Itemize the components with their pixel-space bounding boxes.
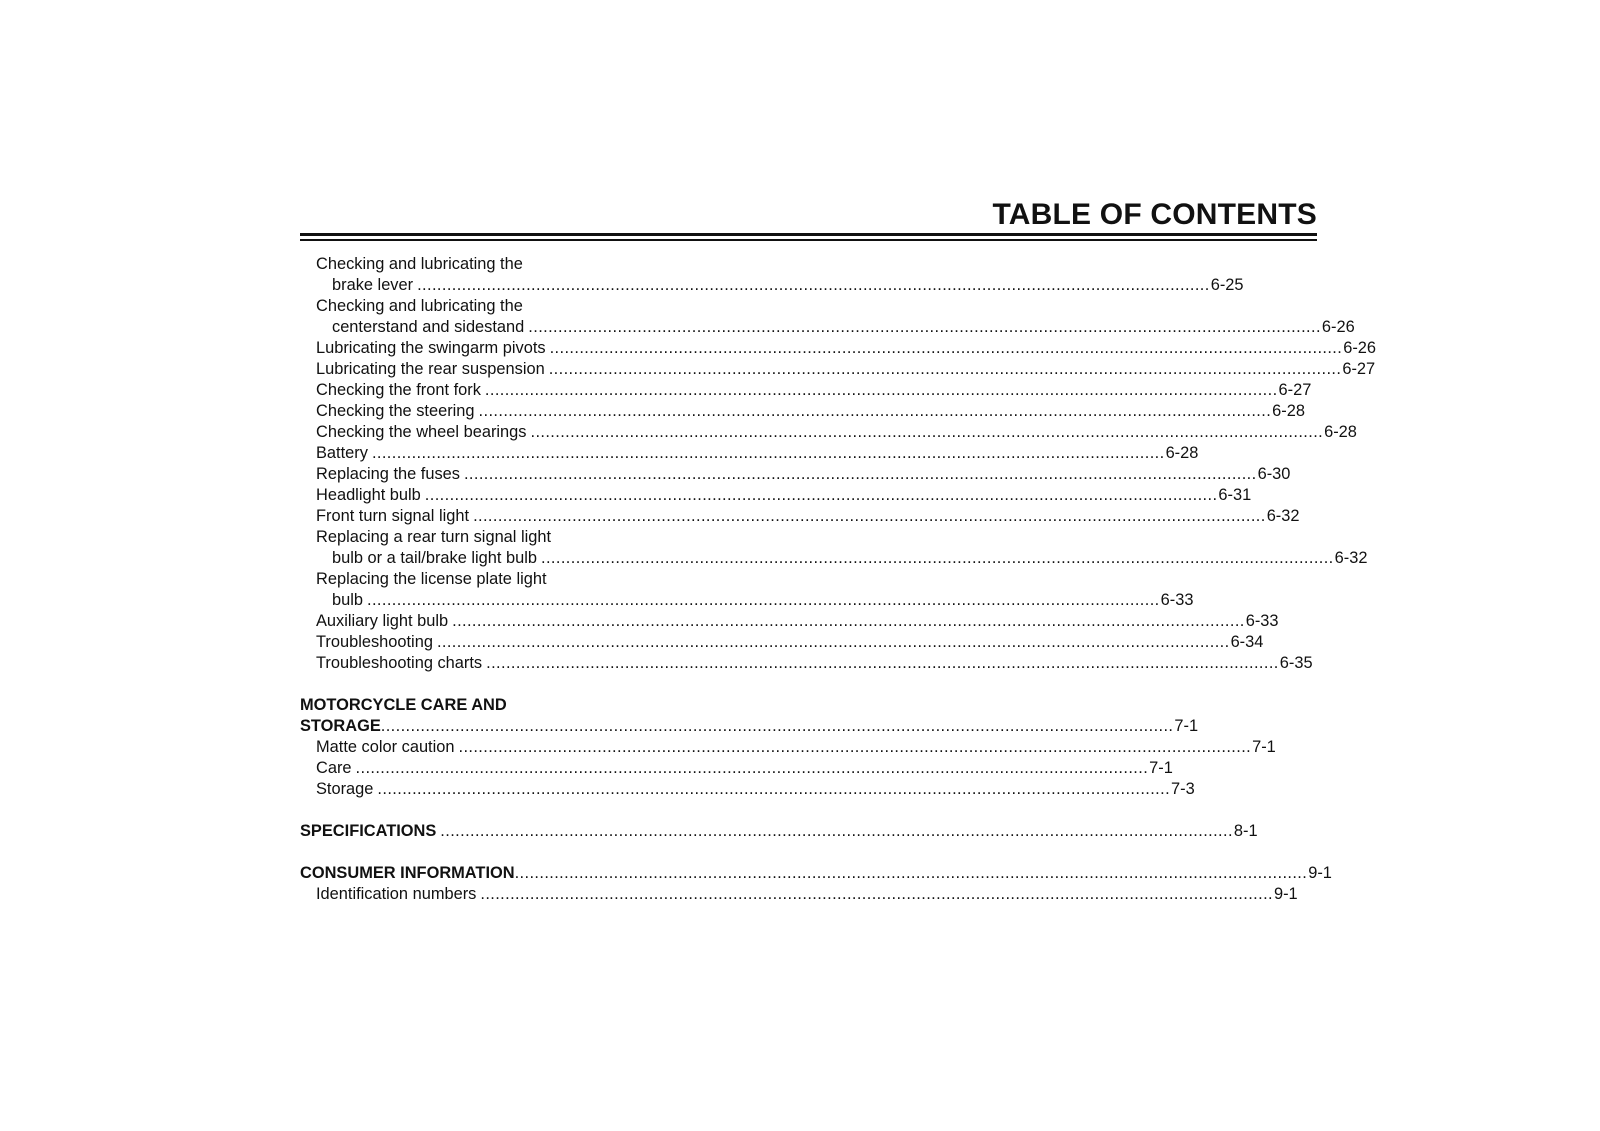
dot-leader: ................................................................................................................................................................ <box>377 780 1171 798</box>
toc-entry-care[interactable] <box>300 758 1173 779</box>
dot-leader: ................................................................................................................................................................ <box>549 339 1343 357</box>
toc-entry-text: Checking and lubricating the <box>316 255 523 273</box>
toc-entry-text: Lubricating the rear suspension <box>316 360 545 378</box>
toc-entry-text: bulb or a tail/brake light bulb <box>332 549 538 567</box>
toc-entry-text: Headlight bulb <box>316 486 421 504</box>
toc-page-number: 6-33 <box>1160 591 1194 609</box>
toc-page-number: 7-1 <box>1149 759 1173 777</box>
toc-entry-text: Identification numbers <box>316 885 477 903</box>
toc-entry-text: Care <box>316 759 352 777</box>
section-spacer <box>300 800 618 821</box>
toc-entry-text: Checking the steering <box>316 402 475 420</box>
title-rule-thin <box>300 239 1317 241</box>
dot-leader: ................................................................................................................................................................ <box>458 738 1252 756</box>
dot-leader: ................................................................................................................................................................ <box>480 885 1273 903</box>
dot-leader: ................................................................................................................................................................ <box>530 423 1324 441</box>
toc-entry-license-plate-bulb[interactable] <box>300 590 1194 611</box>
dot-leader: ................................................................................................................................................................ <box>486 654 1279 672</box>
toc-page-number: 6-35 <box>1279 654 1313 672</box>
toc-entry-troubleshooting-charts[interactable] <box>300 653 1313 674</box>
toc-chapter-storage[interactable] <box>300 716 1199 737</box>
dot-leader: ................................................................................................................................................................ <box>440 822 1233 840</box>
toc-entry-text: brake lever <box>332 276 414 294</box>
toc-entry-text: Replacing the fuses <box>316 465 460 483</box>
toc-page-number: 6-34 <box>1230 633 1264 651</box>
toc-list <box>300 254 1377 905</box>
toc-chapter-consumer-information[interactable] <box>300 863 1332 884</box>
dot-leader: ................................................................................................................................................................ <box>548 360 1342 378</box>
dot-leader: ................................................................................................................................................................ <box>417 276 1210 294</box>
toc-page-number: 6-26 <box>1321 318 1355 336</box>
toc-page-number: 8-1 <box>1233 822 1258 840</box>
toc-entry-storage[interactable] <box>300 779 1195 800</box>
toc-entry-steering[interactable] <box>300 401 1305 422</box>
toc-page-number: 6-28 <box>1165 444 1199 462</box>
dot-leader: ................................................................................................................................................................ <box>478 402 1272 420</box>
toc-entry-front-fork[interactable] <box>300 380 1312 401</box>
dot-leader: ................................................................................................................................................................ <box>528 318 1321 336</box>
toc-page-number: 6-27 <box>1342 360 1376 378</box>
dot-leader: ................................................................................................................................................................ <box>484 381 1278 399</box>
toc-entry-auxiliary-light[interactable] <box>300 611 1279 632</box>
toc-chapter-motorcycle-care[interactable] <box>300 695 618 716</box>
toc-entry-text: Lubricating the swingarm pivots <box>316 339 546 357</box>
toc-chapter-text: SPECIFICATIONS <box>300 822 437 840</box>
toc-page-number: 6-33 <box>1245 612 1279 630</box>
toc-entry-text: Battery <box>316 444 368 462</box>
toc-page-number: 9-1 <box>1273 885 1298 903</box>
toc-page-number: 6-27 <box>1278 381 1312 399</box>
toc-page-number: 6-32 <box>1334 549 1368 567</box>
title-rule-thick <box>300 233 1317 236</box>
dot-leader: ................................................................................................................................................................ <box>424 486 1218 504</box>
toc-entry-text: Checking the front fork <box>316 381 481 399</box>
toc-entry-text: Front turn signal light <box>316 507 470 525</box>
toc-chapter-specifications[interactable] <box>300 821 1258 842</box>
section-spacer <box>300 842 618 863</box>
toc-entry-wheel-bearings[interactable] <box>300 422 1357 443</box>
toc-page-number: 6-30 <box>1257 465 1291 483</box>
toc-entry-swingarm-pivots[interactable] <box>300 338 1377 359</box>
dot-leader: ................................................................................................................................................................ <box>514 864 1308 882</box>
toc-chapter-text: MOTORCYCLE CARE AND <box>300 696 507 714</box>
dot-leader: ................................................................................................................................................................ <box>541 549 1334 567</box>
toc-entry-text: Matte color caution <box>316 738 455 756</box>
dot-leader: ................................................................................................................................................................ <box>473 507 1266 525</box>
dot-leader: ................................................................................................................................................................ <box>436 633 1230 651</box>
dot-leader: ................................................................................................................................................................ <box>452 612 1245 630</box>
toc-page-number: 6-32 <box>1266 507 1300 525</box>
toc-page-number: 6-26 <box>1343 339 1377 357</box>
toc-entry-text: centerstand and sidestand <box>332 318 525 336</box>
toc-entry-text: Storage <box>316 780 374 798</box>
toc-page-number: 7-1 <box>1252 738 1276 756</box>
toc-entry-text: Auxiliary light bulb <box>316 612 449 630</box>
toc-entry-rear-turn-signal[interactable] <box>300 527 618 548</box>
toc-entry-front-turn-signal[interactable] <box>300 506 1300 527</box>
toc-entry-brake-lever[interactable] <box>300 275 1244 296</box>
toc-entry-tail-brake-light[interactable] <box>300 548 1368 569</box>
dot-leader: ................................................................................................................................................................ <box>380 717 1174 735</box>
toc-entry-text: Replacing a rear turn signal light <box>316 528 552 546</box>
toc-entry-license-plate-light[interactable] <box>300 569 618 590</box>
toc-entry-fuses[interactable] <box>300 464 1291 485</box>
toc-entry-matte-color[interactable] <box>300 737 1276 758</box>
toc-entry-centerstand-sidestand[interactable] <box>300 317 1355 338</box>
dot-leader: ................................................................................................................................................................ <box>355 759 1149 777</box>
toc-entry-troubleshooting[interactable] <box>300 632 1264 653</box>
toc-page-number: 7-3 <box>1171 780 1195 798</box>
section-spacer <box>300 674 618 695</box>
page-title: TABLE OF CONTENTS <box>992 198 1317 231</box>
toc-entry-headlight-bulb[interactable] <box>300 485 1252 506</box>
toc-page-number: 6-25 <box>1210 276 1244 294</box>
toc-entry-text: Troubleshooting charts <box>316 654 483 672</box>
toc-entry-text: Checking the wheel bearings <box>316 423 527 441</box>
toc-page-number: 6-28 <box>1272 402 1305 420</box>
toc-entry-text: Troubleshooting <box>316 633 433 651</box>
dot-leader: ................................................................................................................................................................ <box>367 591 1160 609</box>
toc-entry-lubricating-brake-lever[interactable] <box>300 254 618 275</box>
dot-leader: ................................................................................................................................................................ <box>371 444 1165 462</box>
toc-page-number: 6-31 <box>1218 486 1252 504</box>
toc-page-number: 7-1 <box>1174 717 1199 735</box>
toc-page-number: 6-28 <box>1324 423 1357 441</box>
toc-entry-rear-suspension[interactable] <box>300 359 1376 380</box>
toc-page-number: 9-1 <box>1308 864 1332 882</box>
toc-entry-lubricating-stands[interactable] <box>300 296 618 317</box>
toc-chapter-text: STORAGE <box>300 717 381 735</box>
toc-entry-text: Replacing the license plate light <box>316 570 547 588</box>
toc-chapter-text: CONSUMER INFORMATION <box>300 864 515 882</box>
toc-entry-text: Checking and lubricating the <box>316 297 523 315</box>
dot-leader: ................................................................................................................................................................ <box>463 465 1257 483</box>
toc-entry-text: bulb <box>332 591 363 609</box>
toc-entry-identification-numbers[interactable] <box>300 884 1298 905</box>
toc-entry-battery[interactable] <box>300 443 1199 464</box>
